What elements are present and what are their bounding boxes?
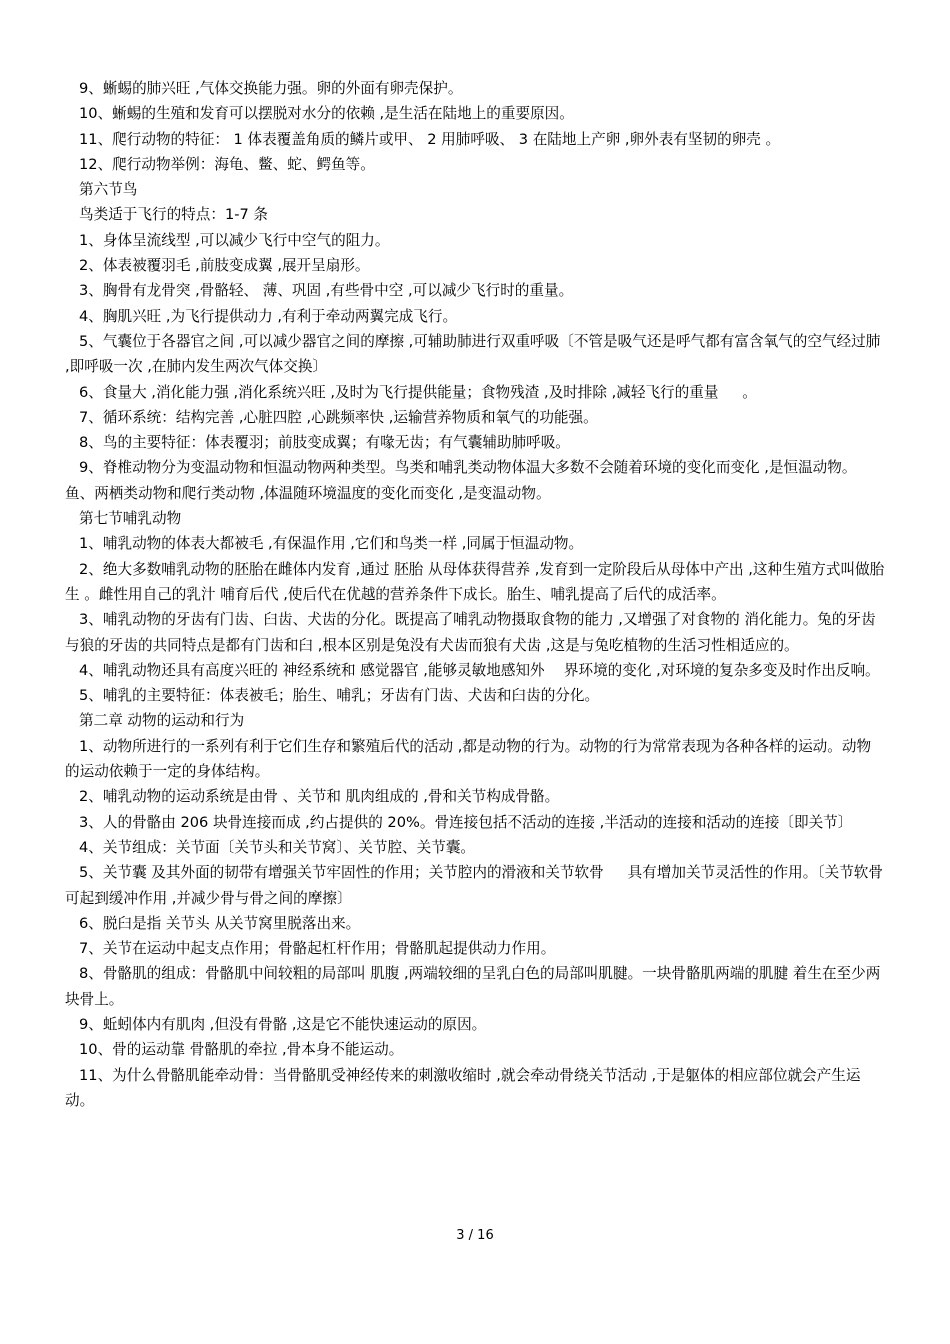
paragraph: 12、爬行动物举例：海龟、鳖、蛇、鳄鱼等。 xyxy=(79,155,375,173)
paragraph: 4、哺乳动物还具有高度兴旺的 神经系统和 感觉器官 ,能够灵敏地感知外 界环境的变化 ,对环境的复杂多变及时作出反响。 xyxy=(79,661,880,679)
paragraph: 9、脊椎动物分为变温动物和恒温动物两种类型。鸟类和哺乳类动物体温大多数不会随着环境的变化而变化 ,是恒温动物。鱼、两栖类动物和爬行类动物 ,体温随环境温度的变化而变化 ,是变温动物。 xyxy=(65,459,857,502)
paragraph: 9、蜥蜴的肺兴旺 ,气体交换能力强。卵的外面有卵壳保护。 xyxy=(79,80,463,97)
paragraph: 3、人的骨骼由 206 块骨连接而成 ,约占提供的 20%。骨连接包括不活动的连接 ,半活动的连接和活动的连接〔即关节〕 xyxy=(79,813,853,831)
paragraph: 11、爬行动物的特征： 1 体表覆盖角质的鳞片或甲、 2 用肺呼吸、 3 在陆地上产卵 ,卵外表有坚韧的卵壳 。 xyxy=(79,130,781,148)
paragraph: 1、身体呈流线型 ,可以减少飞行中空气的阻力。 xyxy=(79,231,390,249)
paragraph: 4、胸肌兴旺 ,为飞行提供动力 ,有利于牵动两翼完成飞行。 xyxy=(79,307,458,325)
paragraph: 1、动物所进行的一系列有利于它们生存和繁殖后代的活动 ,都是动物的行为。动物的行为常常表现为各种各样的运动。动物的运动依赖于一定的身体结构。 xyxy=(65,737,872,781)
paragraph: 5、关节囊 及其外面的韧带有增强关节牢固性的作用；关节腔内的滑液和关节软骨 具有增加关节灵活性的作用。〔关节软骨可起到缓冲作用 ,并减少骨与骨之间的摩擦〕 xyxy=(65,864,883,907)
section-heading: 第六节鸟 xyxy=(79,181,138,199)
page-number: 3 / 16 xyxy=(456,1228,494,1243)
paragraph: 5、气囊位于各器官之间 ,可以减少器官之间的摩擦 ,可辅助肺进行双重呼吸〔不管是吸气还是呼气都有富含氧气的空气经过肺 ,即呼吸一次 ,在肺内发生两次气体交换〕 xyxy=(65,332,881,376)
paragraph: 11、为什么骨骼肌能牵动骨：当骨骼肌受神经传来的刺激收缩时 ,就会牵动骨绕关节活动 ,于是躯体的相应部位就会产生运动。 xyxy=(65,1066,861,1109)
paragraph: 2、体表被覆羽毛 ,前肢变成翼 ,展开呈扇形。 xyxy=(79,257,370,275)
paragraph: 7、关节在运动中起支点作用；骨骼起杠杆作用；骨骼肌起提供动力作用。 xyxy=(79,940,556,958)
paragraph: 4、关节组成：关节面〔关节头和关节窝〕、关节腔、关节囊。 xyxy=(79,838,476,856)
paragraph: 3、哺乳动物的牙齿有门齿、臼齿、犬齿的分化。既提高了哺乳动物摄取食物的能力 ,又增强了对食物的 消化能力。兔的牙齿与狼的牙齿的共同特点是都有门齿和臼 ,根本区别是兔没有犬齿而狼有犬齿 ,这是与兔吃植物的生活习性相适应的。 xyxy=(65,611,876,654)
paragraph: 10、蜥蜴的生殖和发育可以摆脱对水分的依赖 ,是生活在陆地上的重要原因。 xyxy=(79,105,574,123)
paragraph: 8、鸟的主要特征：体表覆羽；前肢变成翼；有喙无齿；有气囊辅助肺呼吸。 xyxy=(79,434,570,452)
document-body xyxy=(65,76,885,1113)
paragraph: 1、哺乳动物的体表大都被毛 ,有保温作用 ,它们和鸟类一样 ,同属于恒温动物。 xyxy=(79,535,584,553)
paragraph: 2、绝大多数哺乳动物的胚胎在雌体内发育 ,通过 胚胎 从母体获得营养 ,发育到一定阶段后从母体中产出 ,这种生殖方式叫做胎生 。雌性用自己的乳汁 哺育后代 ,使后代在优越的营养条件下成长。胎生、哺乳提高了后代的成活率。 xyxy=(65,560,885,603)
paragraph: 6、食量大 ,消化能力强 ,消化系统兴旺 ,及时为飞行提供能量；食物残渣 ,及时排除 ,减轻飞行的重量 。 xyxy=(79,383,757,401)
paragraph: 5、哺乳的主要特征：体表被毛；胎生、哺乳；牙齿有门齿、犬齿和臼齿的分化。 xyxy=(79,687,600,705)
chapter-heading: 第二章 动物的运动和行为 xyxy=(79,712,245,730)
paragraph: 7、循环系统：结构完善 ,心脏四腔 ,心跳频率快 ,运输营养物质和氧气的功能强。 xyxy=(79,408,598,426)
paragraph: 8、骨骼肌的组成：骨骼肌中间较粗的局部叫 肌腹 ,两端较细的呈乳白色的局部叫肌腱。一块骨骼肌两端的肌腱 着生在至少两块骨上。 xyxy=(65,965,881,1008)
paragraph: 鸟类适于飞行的特点：1-7 条 xyxy=(79,206,269,224)
paragraph: 9、蚯蚓体内有肌肉 ,但没有骨骼 ,这是它不能快速运动的原因。 xyxy=(79,1015,487,1033)
section-heading: 第七节哺乳动物 xyxy=(79,510,182,528)
paragraph: 3、胸骨有龙骨突 ,骨骼轻、 薄、巩固 ,有些骨中空 ,可以减少飞行时的重量。 xyxy=(79,282,574,300)
paragraph: 2、哺乳动物的运动系统是由骨 、关节和 肌肉组成的 ,骨和关节构成骨骼。 xyxy=(79,788,560,806)
paragraph: 10、骨的运动靠 骨骼肌的牵拉 ,骨本身不能运动。 xyxy=(79,1041,404,1059)
paragraph: 6、脱臼是指 关节头 从关节窝里脱落出来。 xyxy=(79,914,361,932)
